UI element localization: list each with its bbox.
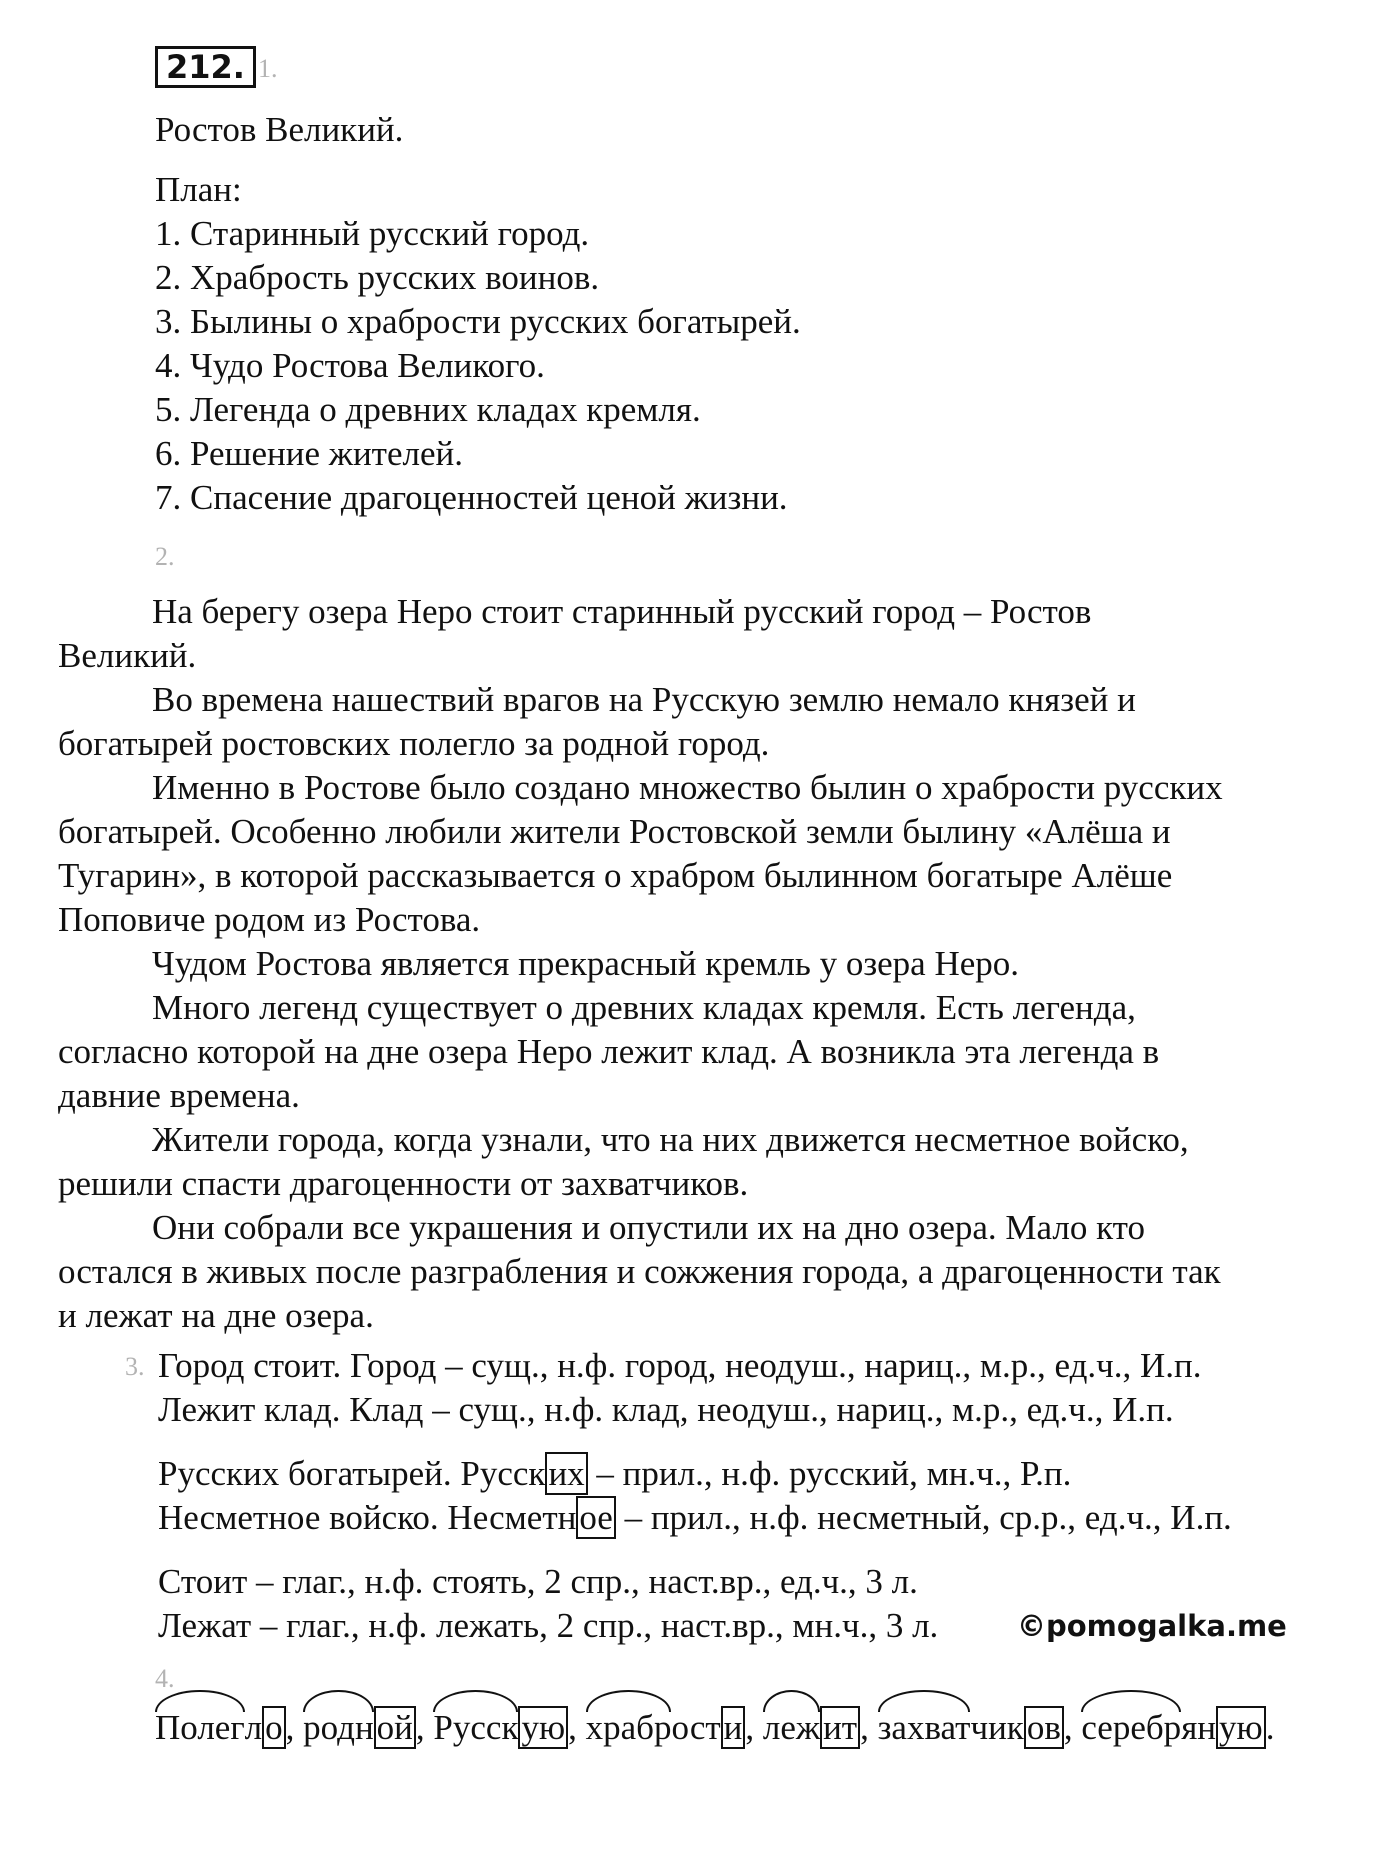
ending-box: ую bbox=[1216, 1706, 1266, 1749]
essay-title: Ростов Великий. bbox=[155, 110, 404, 149]
ending-box: ой bbox=[374, 1706, 416, 1749]
analysis-adj-1-rest: – прил., н.ф. русский, мн.ч., Р.п. bbox=[587, 1454, 1072, 1493]
watermark: ©pomogalka.me bbox=[1017, 1609, 1287, 1643]
text-line: Именно в Ростове было создано множество былин о храбрости русских bbox=[152, 768, 1223, 807]
morpheme-word bbox=[303, 1706, 416, 1750]
plan-item: 2. Храбрость русских воинов. bbox=[155, 258, 600, 297]
root-arc-icon bbox=[1081, 1690, 1181, 1712]
step-1-label: 1. bbox=[258, 54, 278, 83]
word-root: серебр bbox=[1081, 1706, 1181, 1750]
ending-box: ов bbox=[1024, 1706, 1064, 1749]
text-line: остался в живых после разграбления и сожжения города, а драгоценности так bbox=[58, 1252, 1221, 1291]
text-line: Чудом Ростова является прекрасный кремль у озера Неро. bbox=[152, 944, 1020, 983]
plan-heading: План: bbox=[155, 170, 242, 209]
analysis-noun-2: Лежит клад. Клад – сущ., н.ф. клад, неодуш., нариц., м.р., ед.ч., И.п. bbox=[158, 1390, 1174, 1429]
morpheme-analysis-row: Полегло, родной, Русскую, храбрости, лежит, захватчиков, серебряную. bbox=[155, 1706, 1274, 1756]
plan-item: 4. Чудо Ростова Великого. bbox=[155, 346, 545, 385]
text-line: богатырей. Особенно любили жители Ростовской земли былину «Алёша и bbox=[58, 812, 1171, 851]
word-root: Русск bbox=[433, 1706, 518, 1750]
plan-item: 6. Решение жителей. bbox=[155, 434, 463, 473]
word-root: родн bbox=[303, 1706, 374, 1750]
word-suffix: чик bbox=[970, 1708, 1024, 1747]
text-line: Жители города, когда узнали, что на них движется несметное войско, bbox=[152, 1120, 1189, 1159]
morpheme-word bbox=[433, 1706, 568, 1750]
text-line: давние времена. bbox=[58, 1076, 300, 1115]
word-root: леж bbox=[763, 1706, 820, 1750]
root-arc-icon bbox=[303, 1690, 374, 1712]
ending-box: о bbox=[262, 1706, 286, 1749]
ending-box: и bbox=[721, 1706, 746, 1749]
text-line: Тугарин», в которой рассказывается о храбром былинном богатыре Алёше bbox=[58, 856, 1173, 895]
root-arc-icon bbox=[433, 1690, 518, 1712]
plan-item: 5. Легенда о древних кладах кремля. bbox=[155, 390, 701, 429]
analysis-adj-1-text: Русских богатырей. Русск bbox=[158, 1454, 546, 1493]
step-2-label: 2. bbox=[155, 542, 175, 571]
text-line: решили спасти драгоценности от захватчиков. bbox=[58, 1164, 749, 1203]
root-arc-icon bbox=[763, 1690, 820, 1712]
analysis-adj-2-rest: – прил., н.ф. несметный, ср.р., ед.ч., И.п. bbox=[615, 1498, 1232, 1537]
word-root: захват bbox=[878, 1706, 971, 1750]
word-root: Полег bbox=[155, 1706, 245, 1750]
root-arc-icon bbox=[878, 1690, 971, 1712]
ending-box: ое bbox=[576, 1496, 615, 1539]
morpheme-word bbox=[878, 1706, 1064, 1750]
text-line: Поповиче родом из Ростова. bbox=[58, 900, 481, 939]
analysis-verb-1: Стоит – глаг., н.ф. стоять, 2 спр., наст.вр., ед.ч., 3 л. bbox=[158, 1562, 918, 1601]
root-arc-icon bbox=[586, 1690, 672, 1712]
text-line: Много легенд существует о древних кладах кремля. Есть легенда, bbox=[152, 988, 1136, 1027]
analysis-adj-1 bbox=[158, 1452, 1071, 1496]
analysis-verb-2: Лежат – глаг., н.ф. лежать, 2 спр., наст.вр., мн.ч., 3 л. bbox=[158, 1606, 939, 1645]
morpheme-word bbox=[155, 1706, 286, 1750]
text-line: согласно которой на дне озера Неро лежит клад. А возникла эта легенда в bbox=[58, 1032, 1160, 1071]
text-line: Во времена нашествий врагов на Русскую землю немало князей и bbox=[152, 680, 1136, 719]
plan-item: 3. Былины о храбрости русских богатырей. bbox=[155, 302, 801, 341]
analysis-adj-2 bbox=[158, 1496, 1232, 1540]
word-suffix: ост bbox=[671, 1708, 721, 1747]
ending-box: ую bbox=[518, 1706, 568, 1749]
plan-item: 1. Старинный русский город. bbox=[155, 214, 590, 253]
text-line: Они собрали все украшения и опустили их на дно озера. Мало кто bbox=[152, 1208, 1145, 1247]
ending-box: ит bbox=[820, 1706, 860, 1749]
morpheme-word bbox=[586, 1706, 746, 1750]
text-line: богатырей ростовских полегло за родной город. bbox=[58, 724, 770, 763]
text-line: На берегу озера Неро стоит старинный русский город – Ростов bbox=[152, 592, 1092, 631]
analysis-noun-1: Город стоит. Город – сущ., н.ф. город, неодуш., нариц., м.р., ед.ч., И.п. bbox=[158, 1346, 1202, 1385]
plan-item: 7. Спасение драгоценностей ценой жизни. bbox=[155, 478, 788, 517]
word-root: храбр bbox=[586, 1706, 672, 1750]
text-line: и лежат на дне озера. bbox=[58, 1296, 374, 1335]
step-4-label: 4. bbox=[155, 1664, 175, 1693]
analysis-adj-2-text: Несметное войско. Несметн bbox=[158, 1498, 577, 1537]
exercise-number: 212. bbox=[155, 46, 256, 88]
ending-box: их bbox=[545, 1452, 587, 1495]
morpheme-word bbox=[763, 1706, 860, 1750]
text-line: Великий. bbox=[58, 636, 197, 675]
morpheme-word bbox=[1081, 1706, 1265, 1750]
word-suffix: л bbox=[244, 1708, 263, 1747]
word-suffix: ян bbox=[1181, 1708, 1217, 1747]
step-3-label: 3. bbox=[125, 1352, 145, 1381]
